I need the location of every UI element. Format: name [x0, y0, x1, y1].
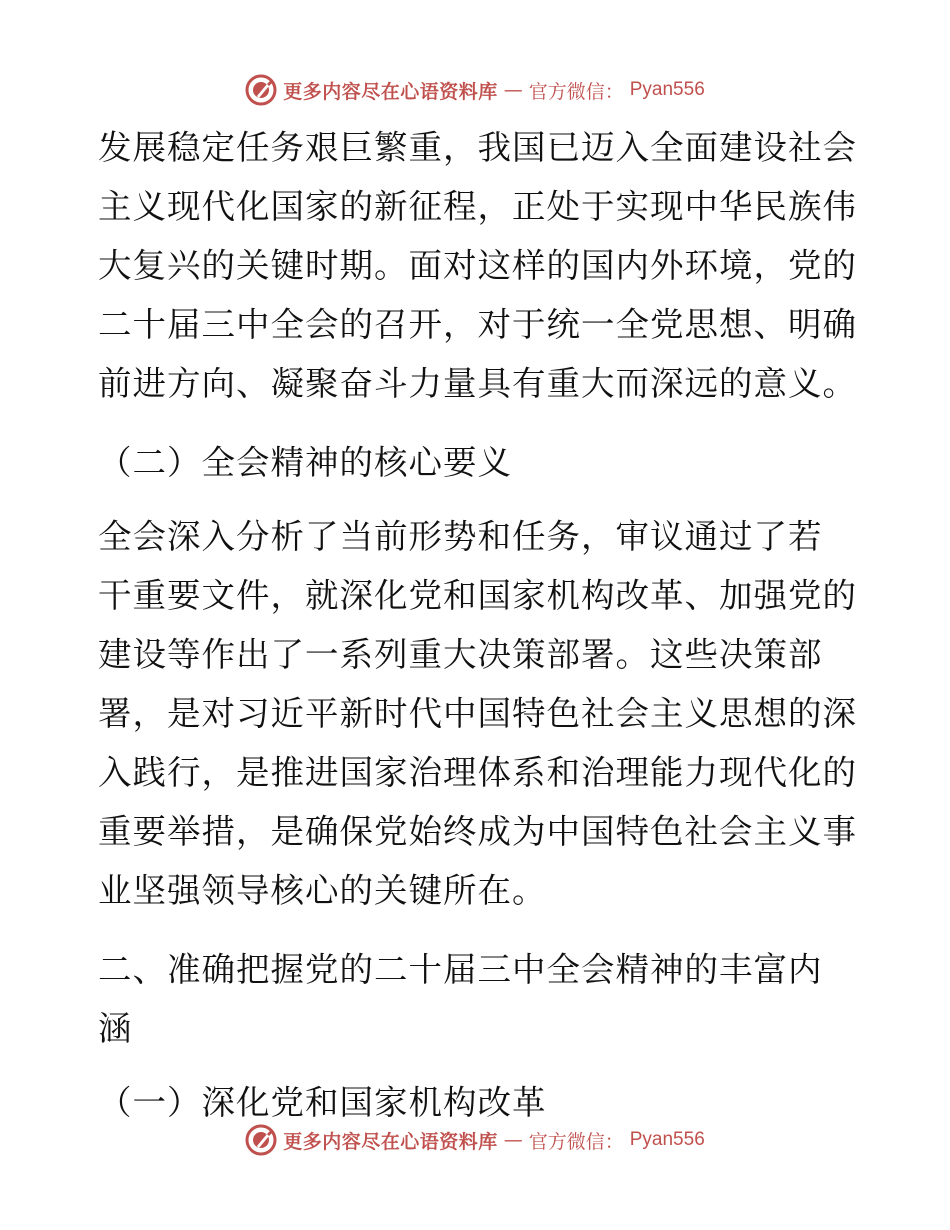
text-line: 重要举措，是确保党始终成为中国特色社会主义事: [98, 812, 857, 851]
brand-logo-icon: [245, 74, 277, 106]
watermark-main-text: 更多内容尽在心语资料库: [283, 1130, 498, 1153]
heading-line: 涵: [98, 1009, 133, 1048]
text-line: 署，是对习近平新时代中国特色社会主义思想的深: [98, 694, 857, 733]
watermark-sub-text: 官方微信：: [528, 80, 624, 103]
paragraph-decisions: [98, 507, 858, 920]
text-line: 全会深入分析了当前形势和任务，审议通过了若: [98, 517, 823, 556]
footer-watermark: [0, 1120, 950, 1160]
paragraph-significance: [98, 118, 858, 413]
heading-line: （二）全会精神的核心要义: [98, 443, 512, 482]
text-line: 业坚强领导核心的关键所在。: [98, 871, 547, 910]
section-heading-core-meaning: [98, 433, 858, 492]
watermark-wechat-id: Pyan556: [629, 1129, 705, 1150]
text-line: 干重要文件，就深化党和国家机构改革、加强党的: [98, 576, 857, 615]
text-line: 发展稳定任务艰巨繁重，我国已迈入全面建设社会: [98, 128, 857, 167]
heading-line: 二、准确把握党的二十届三中全会精神的丰富内: [98, 950, 823, 989]
text-line: 入践行，是推进国家治理体系和治理能力现代化的: [98, 753, 857, 792]
watermark-separator: —: [503, 1129, 523, 1151]
text-line: 前进方向、凝聚奋斗力量具有重大而深远的意义。: [98, 364, 857, 403]
watermark-main-text: 更多内容尽在心语资料库: [283, 80, 498, 103]
text-line: 建设等作出了一系列重大决策部署。这些决策部: [98, 635, 823, 674]
text-line: 大复兴的关键时期。面对这样的国内外环境，党的: [98, 246, 857, 285]
text-line: 二十届三中全会的召开，对于统一全党思想、明确: [98, 305, 857, 344]
brand-logo-icon: [245, 1124, 277, 1156]
section-heading-rich-connotation: [98, 940, 858, 1058]
watermark-wechat-id: Pyan556: [629, 79, 705, 100]
document-body: [98, 118, 858, 1132]
heading-line: （一）深化党和国家机构改革: [98, 1083, 547, 1122]
watermark-separator: —: [503, 79, 523, 101]
watermark-sub-text: 官方微信：: [528, 1130, 624, 1153]
text-line: 主义现代化国家的新征程，正处于实现中华民族伟: [98, 187, 857, 226]
header-watermark: [0, 70, 950, 110]
